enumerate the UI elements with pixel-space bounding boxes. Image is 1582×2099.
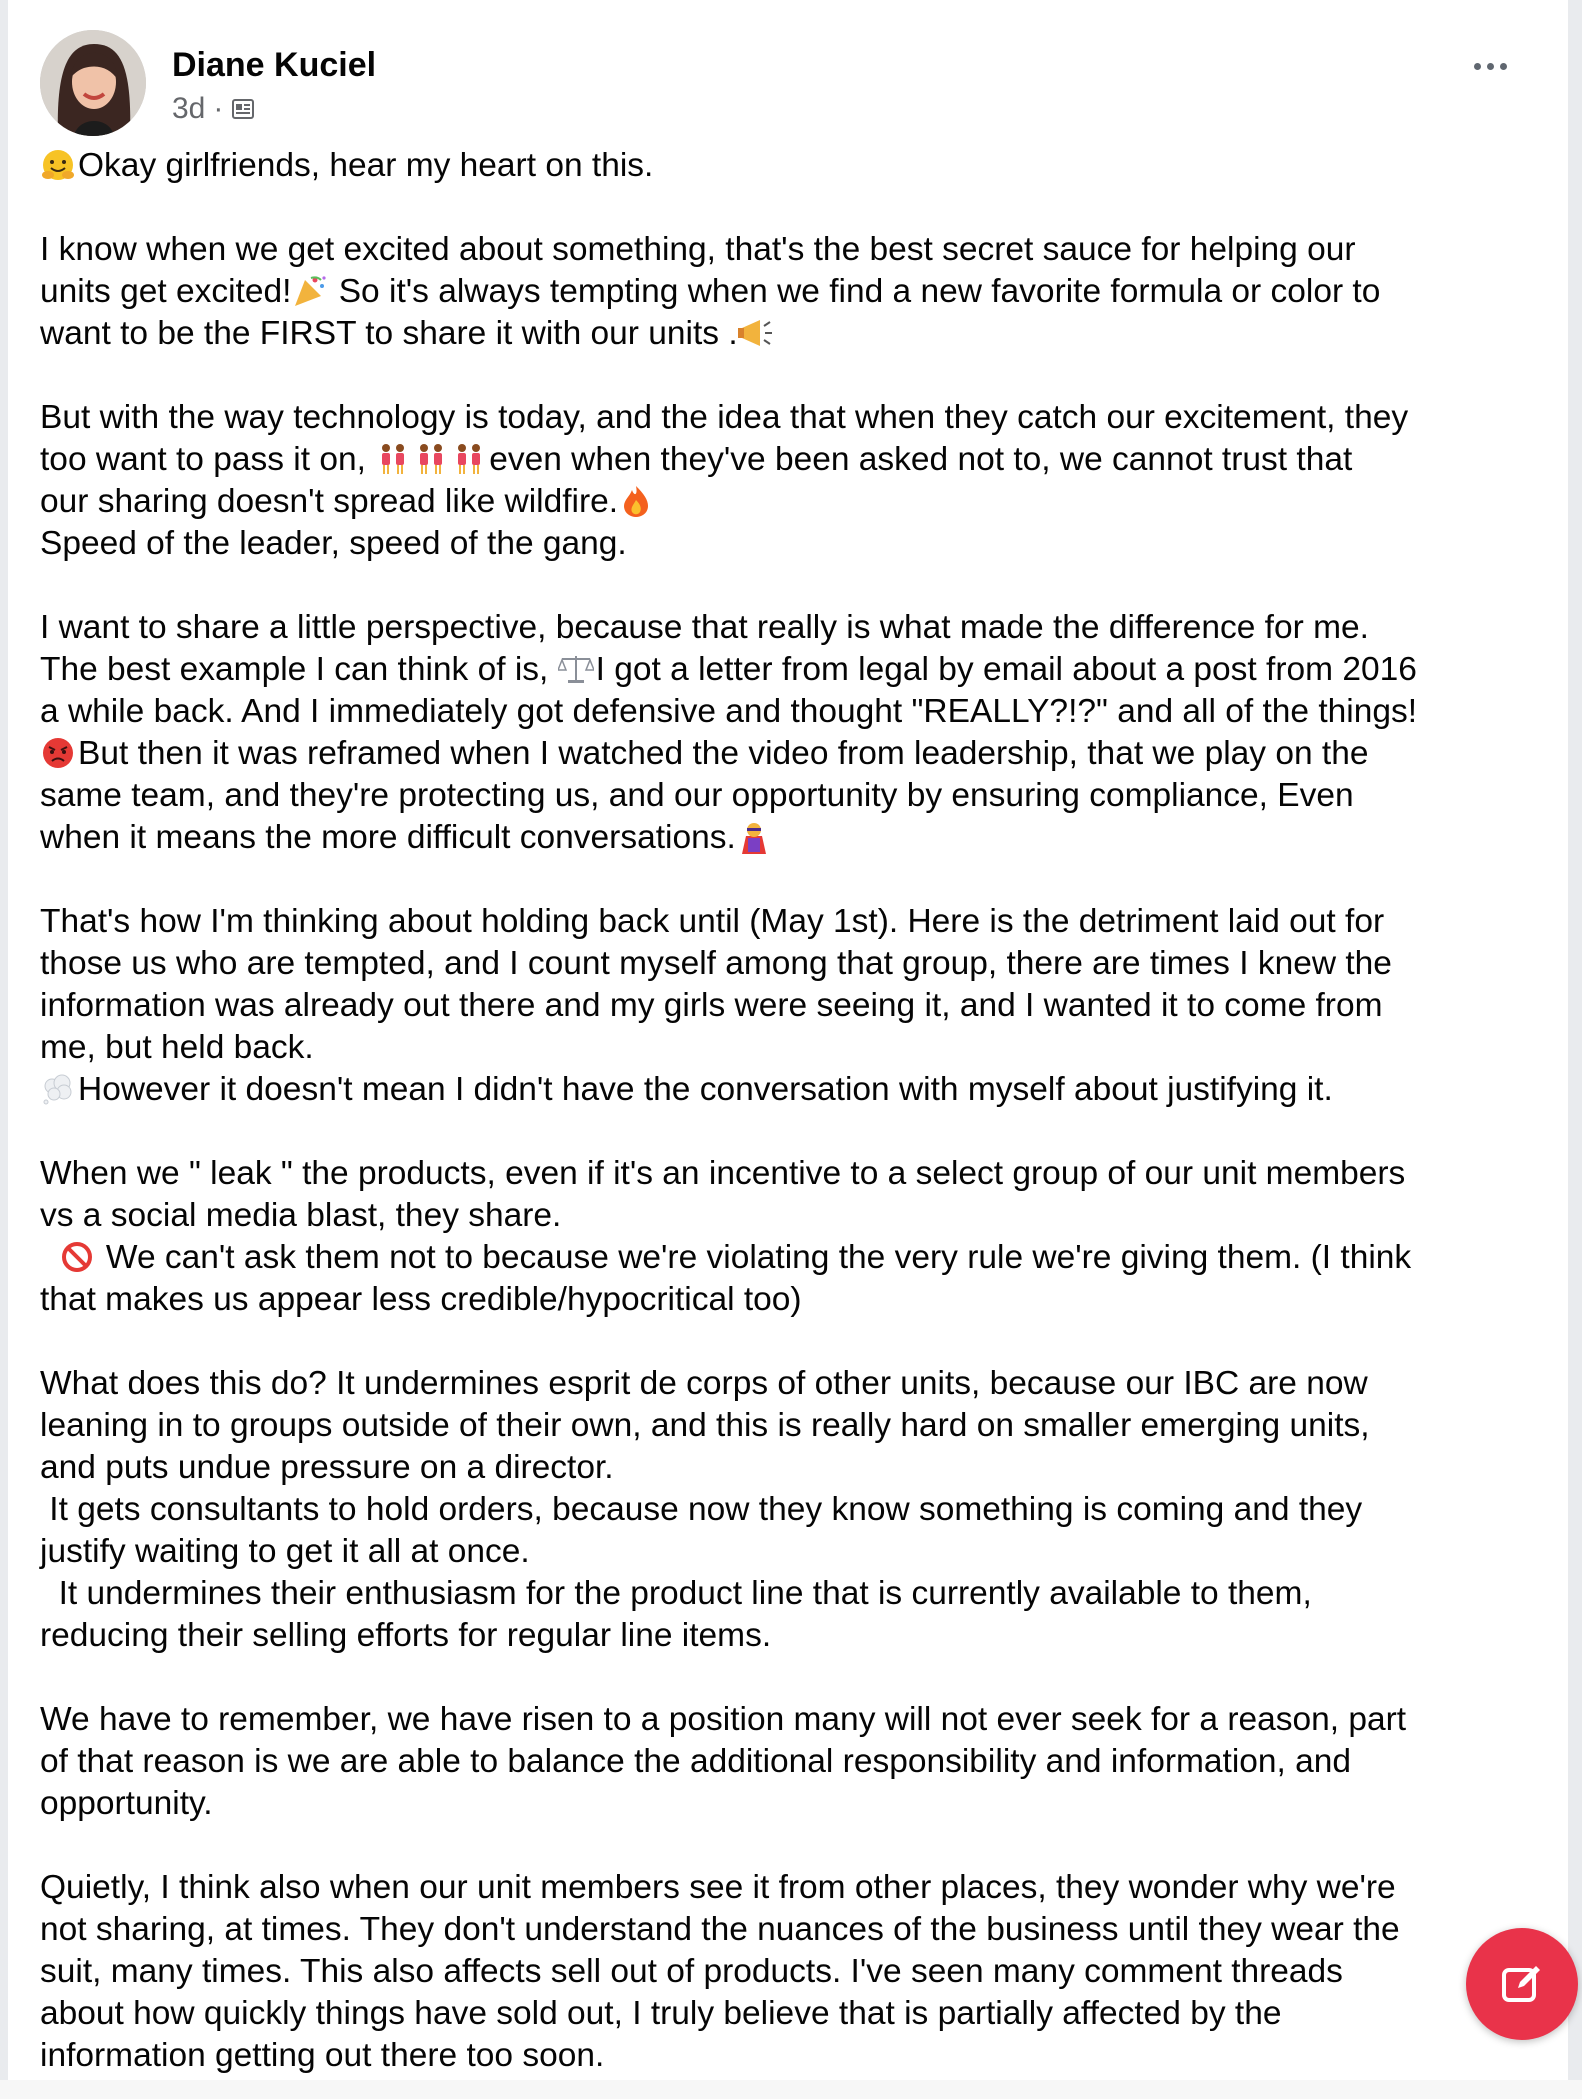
- post-line: I know when we get excited about something, that's the best secret sauce for helping our: [40, 231, 1356, 268]
- fire-icon: [618, 484, 654, 518]
- hugging-face-icon: [40, 148, 76, 182]
- post-line: justify waiting to get it all at once.: [40, 1533, 530, 1570]
- post-paragraph: [40, 229, 1560, 355]
- audience-icon[interactable]: [231, 97, 255, 121]
- post-line: suit, many times. This also affects sell out of products. I've seen many comment threads: [40, 1953, 1343, 1990]
- party-popper-icon: [291, 274, 327, 308]
- post-text: units get excited!: [40, 273, 292, 310]
- prohibited-icon: [59, 1240, 95, 1274]
- meta-separator: ·: [213, 92, 224, 125]
- post-line: information getting out there too soon.: [40, 2037, 605, 2074]
- post-line: reducing their selling efforts for regular line items.: [40, 1617, 772, 1654]
- post-line: those us who are tempted, and I count myself among that group, there are times I knew the: [40, 945, 1392, 982]
- post-meta: [172, 92, 255, 126]
- post-paragraph: [40, 145, 1560, 187]
- post-body: [40, 145, 1560, 2099]
- women-holding-hands-icon: [375, 442, 411, 476]
- post-text: even when they've been asked not to, we cannot trust that: [489, 441, 1353, 478]
- post-card: [8, 0, 1568, 2099]
- post-line: [40, 1069, 1560, 1111]
- megaphone-icon: [738, 316, 774, 350]
- post-line: [40, 145, 1560, 187]
- post-text: Okay girlfriends, hear my heart on this.: [78, 147, 654, 184]
- post-text: However it doesn't mean I didn't have the conversation with myself about justifying it.: [78, 1071, 1333, 1108]
- post-line: a while back. And I immediately got defensive and thought "REALLY?!?" and all of the things!: [40, 693, 1418, 730]
- post-paragraph: [40, 397, 1560, 565]
- post-line: It gets consultants to hold orders, because now they know something is coming and they: [40, 1491, 1363, 1528]
- post-text: So it's always tempting when we find a new favorite formula or color to: [329, 273, 1381, 310]
- post-line: not sharing, at times. They don't understand the nuances of the business until they wear the: [40, 1911, 1400, 1948]
- post-line: about how quickly things have sold out, I truly believe that is partially affected by the: [40, 1995, 1282, 2032]
- post-line: [40, 733, 1560, 775]
- post-line: same team, and they're protecting us, and our opportunity by ensuring compliance, Even: [40, 777, 1354, 814]
- superhero-icon: [736, 820, 772, 854]
- post-line: That's how I'm thinking about holding back until (May 1st). Here is the detriment laid out for: [40, 903, 1385, 940]
- post-line: opportunity.: [40, 1785, 213, 1822]
- post-line: What does this do? It undermines esprit de corps of other units, because our IBC are now: [40, 1365, 1368, 1402]
- post-text: too want to pass it on,: [40, 441, 376, 478]
- thought-bubble-icon: [40, 1072, 76, 1106]
- compose-button[interactable]: [1466, 1928, 1578, 2040]
- post-paragraph: [40, 901, 1560, 1111]
- post-text: want to be the FIRST to share it with our units .: [40, 315, 738, 352]
- post-line: It undermines their enthusiasm for the product line that is currently available to them,: [40, 1575, 1312, 1612]
- post-line: information was already out there and my girls were seeing it, and I wanted it to come from: [40, 987, 1383, 1024]
- post-line: [40, 649, 1560, 691]
- post-line: leaning in to groups outside of their own, and this is really hard on smaller emerging units,: [40, 1407, 1370, 1444]
- avatar[interactable]: [40, 30, 146, 136]
- post-line: of that reason is we are able to balance the additional responsibility and information, and: [40, 1743, 1352, 1780]
- post-line: Speed of the leader, speed of the gang.: [40, 525, 627, 562]
- bottom-tab-bar: [0, 2080, 1582, 2099]
- post-text: We can't ask them not to because we're violating the very rule we're giving them. (I think: [96, 1239, 1412, 1276]
- post-line: I want to share a little perspective, because that really is what made the difference for me.: [40, 609, 1369, 646]
- post-line: [40, 481, 1560, 523]
- post-line: Quietly, I think also when our unit members see it from other places, they wonder why we're: [40, 1869, 1396, 1906]
- post-text: our sharing doesn't spread like wildfire.: [40, 483, 619, 520]
- post-paragraph: [40, 1363, 1560, 1657]
- post-text: The best example I can think of is,: [40, 651, 558, 688]
- post-line: But with the way technology is today, and the idea that when they catch our excitement, they: [40, 399, 1409, 436]
- post-text: I got a letter from legal by email about a post from 2016: [595, 651, 1417, 688]
- post-line: [40, 439, 1560, 481]
- post-line: and puts undue pressure on a director.: [40, 1449, 614, 1486]
- post-line: [40, 1237, 1560, 1279]
- more-options-icon[interactable]: [1460, 46, 1520, 86]
- post-time[interactable]: 3d: [172, 92, 206, 125]
- post-text: when it means the more difficult conversations.: [40, 819, 736, 856]
- post-line: We have to remember, we have risen to a position many will not ever seek for a reason, part: [40, 1701, 1407, 1738]
- post-paragraph: [40, 607, 1560, 859]
- post-paragraph: [40, 1699, 1560, 1825]
- women-holding-hands-icon: [451, 442, 487, 476]
- post-line: When we " leak " the products, even if it's an incentive to a select group of our unit members: [40, 1155, 1406, 1192]
- post-line: vs a social media blast, they share.: [40, 1197, 562, 1234]
- post-header: [40, 28, 1540, 138]
- post-line: [40, 817, 1560, 859]
- compose-icon: [1498, 1960, 1546, 2008]
- post-line: [40, 271, 1560, 313]
- post-line: me, but held back.: [40, 1029, 314, 1066]
- avatar-image: [40, 30, 146, 136]
- post-paragraph: [40, 1153, 1560, 1321]
- post-text: But then it was reframed when I watched the video from leadership, that we play on the: [78, 735, 1369, 772]
- post-line: [40, 313, 1560, 355]
- scales-icon: [558, 652, 594, 686]
- women-holding-hands-icon: [413, 442, 449, 476]
- post-paragraph: [40, 1867, 1560, 2077]
- angry-face-icon: [40, 736, 76, 770]
- author-name[interactable]: Diane Kuciel: [172, 46, 377, 84]
- post-line: that makes us appear less credible/hypocritical too): [40, 1281, 802, 1318]
